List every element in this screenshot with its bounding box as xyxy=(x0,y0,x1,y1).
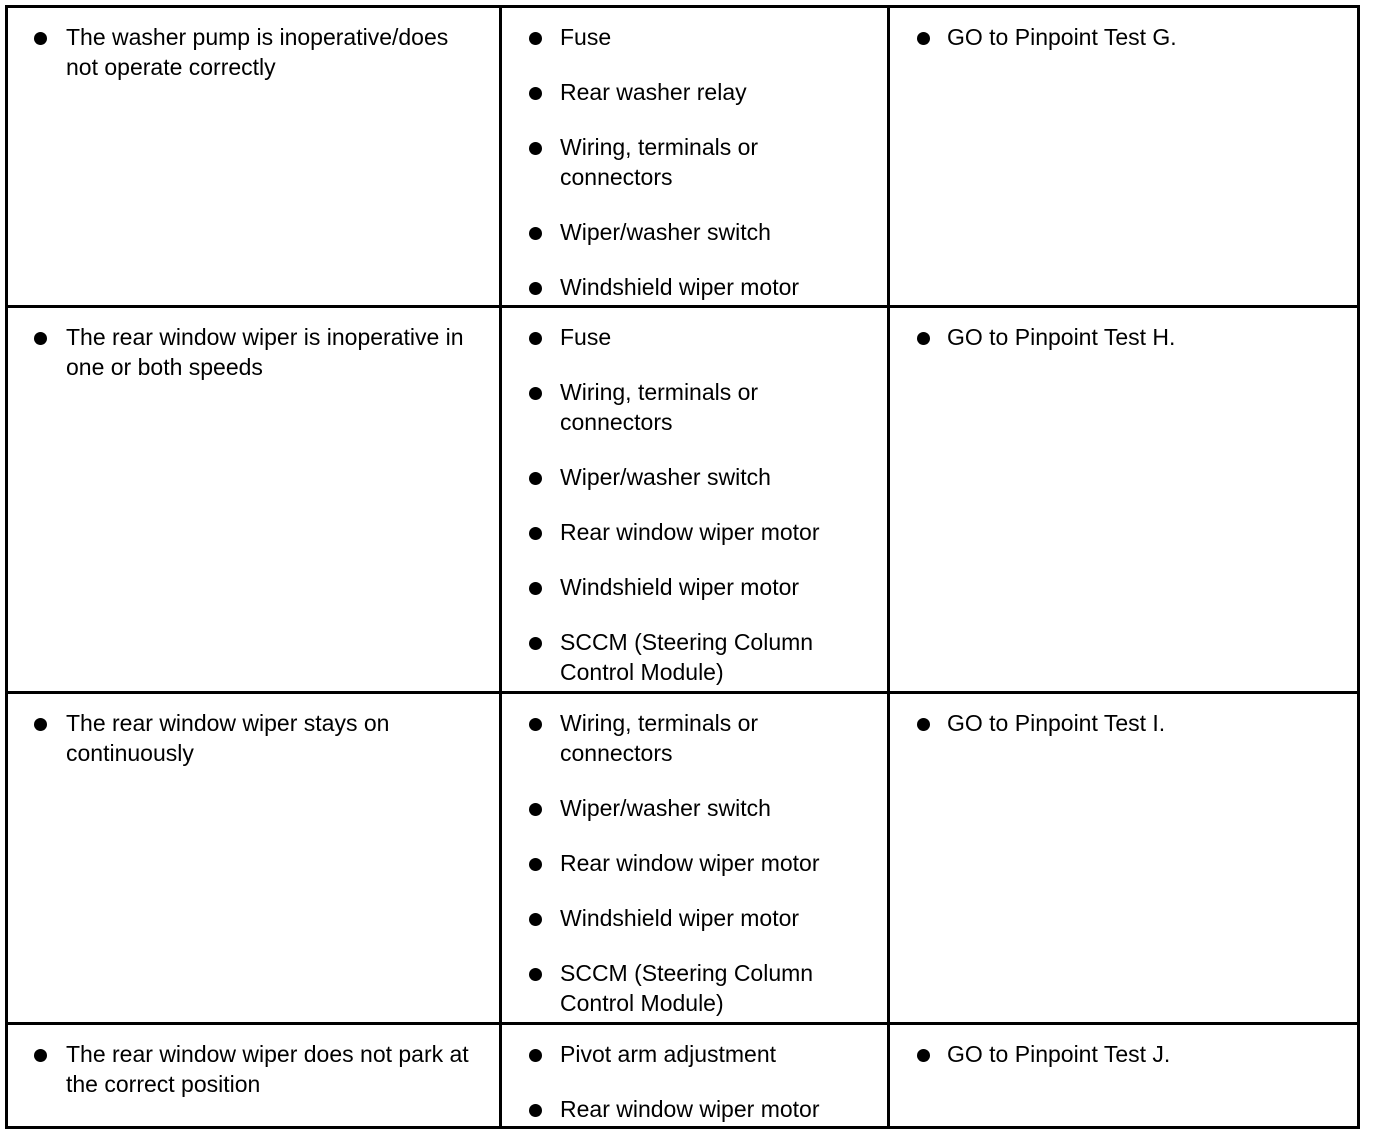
symptom-chart-table xyxy=(5,5,1360,1129)
list-item xyxy=(502,1094,873,1124)
bullet-icon xyxy=(917,332,930,345)
bullet-icon xyxy=(529,527,542,540)
source-text: Wiring, terminals or connectors xyxy=(560,710,759,766)
source-text: Rear window wiper motor xyxy=(560,1096,820,1122)
source-text: Fuse xyxy=(560,324,612,350)
bullet-icon xyxy=(529,637,542,650)
source-text: SCCM (Steering Column Control Module) xyxy=(560,960,814,1016)
action-cell xyxy=(889,693,1359,1024)
bullet-icon xyxy=(917,1049,930,1062)
table-row xyxy=(7,307,1359,693)
bullet-icon xyxy=(529,32,542,45)
list-item xyxy=(502,848,873,878)
list-item xyxy=(502,132,873,192)
bullet-icon xyxy=(529,387,542,400)
action-text: GO to Pinpoint Test I. xyxy=(947,710,1166,736)
list-item xyxy=(502,377,873,437)
list-item xyxy=(502,272,873,302)
source-text: Rear window wiper motor xyxy=(560,850,820,876)
bullet-icon xyxy=(529,87,542,100)
symptom-text: The rear window wiper is inoperative in one or both speeds xyxy=(66,324,464,380)
list-item xyxy=(502,708,873,768)
bullet-icon xyxy=(529,332,542,345)
source-text: Fuse xyxy=(560,24,612,50)
bullet-icon xyxy=(529,227,542,240)
list-item xyxy=(502,1039,873,1069)
action-text: GO to Pinpoint Test H. xyxy=(947,324,1176,350)
bullet-icon xyxy=(529,582,542,595)
source-text: Rear window wiper motor xyxy=(560,519,820,545)
list-item xyxy=(502,958,873,1018)
action-cell xyxy=(889,7,1359,307)
bullet-icon xyxy=(34,1049,47,1062)
symptom-cell xyxy=(7,693,501,1024)
possible-source-cell xyxy=(501,693,889,1024)
list-item xyxy=(502,22,873,52)
bullet-icon xyxy=(34,32,47,45)
list-item xyxy=(502,77,873,107)
bullet-icon xyxy=(529,913,542,926)
source-text: Windshield wiper motor xyxy=(560,905,800,931)
source-text: Windshield wiper motor xyxy=(560,574,800,600)
bullet-icon xyxy=(529,142,542,155)
source-text: SCCM (Steering Column Control Module) xyxy=(560,629,814,685)
list-item xyxy=(8,1039,485,1099)
list-item xyxy=(502,572,873,602)
source-text: Wiring, terminals or connectors xyxy=(560,134,759,190)
bullet-icon xyxy=(529,1049,542,1062)
bullet-icon xyxy=(529,282,542,295)
symptom-cell xyxy=(7,1024,501,1128)
symptom-text: The rear window wiper does not park at the correct position xyxy=(66,1041,469,1097)
source-text: Wiring, terminals or connectors xyxy=(560,379,759,435)
action-cell xyxy=(889,307,1359,693)
action-cell xyxy=(889,1024,1359,1128)
table-row xyxy=(7,1024,1359,1128)
list-item xyxy=(502,793,873,823)
list-item xyxy=(8,322,485,382)
symptom-cell xyxy=(7,307,501,693)
action-text: GO to Pinpoint Test J. xyxy=(947,1041,1171,1067)
possible-source-cell xyxy=(501,307,889,693)
possible-source-cell xyxy=(501,7,889,307)
symptom-cell xyxy=(7,7,501,307)
table-row xyxy=(7,693,1359,1024)
list-item xyxy=(890,708,1343,738)
list-item xyxy=(890,322,1343,352)
bullet-icon xyxy=(529,718,542,731)
list-item xyxy=(890,1039,1343,1069)
source-text: Wiper/washer switch xyxy=(560,464,771,490)
source-text: Windshield wiper motor xyxy=(560,274,800,300)
possible-source-cell xyxy=(501,1024,889,1128)
bullet-icon xyxy=(34,718,47,731)
bullet-icon xyxy=(529,472,542,485)
bullet-icon xyxy=(529,858,542,871)
list-item xyxy=(502,322,873,352)
list-item xyxy=(502,462,873,492)
list-item xyxy=(8,708,485,768)
symptom-text: The washer pump is inoperative/does not operate correctly xyxy=(66,24,449,80)
source-text: Wiper/washer switch xyxy=(560,219,771,245)
bullet-icon xyxy=(34,332,47,345)
bullet-icon xyxy=(529,803,542,816)
symptom-text: The rear window wiper stays on continuously xyxy=(66,710,390,766)
action-text: GO to Pinpoint Test G. xyxy=(947,24,1177,50)
bullet-icon xyxy=(917,32,930,45)
list-item xyxy=(8,22,485,82)
bullet-icon xyxy=(529,968,542,981)
bullet-icon xyxy=(529,1104,542,1117)
source-text: Wiper/washer switch xyxy=(560,795,771,821)
list-item xyxy=(502,627,873,687)
table-row xyxy=(7,7,1359,307)
list-item xyxy=(890,22,1343,52)
source-text: Pivot arm adjustment xyxy=(560,1041,777,1067)
list-item xyxy=(502,517,873,547)
bullet-icon xyxy=(917,718,930,731)
list-item xyxy=(502,903,873,933)
list-item xyxy=(502,217,873,247)
source-text: Rear washer relay xyxy=(560,79,747,105)
